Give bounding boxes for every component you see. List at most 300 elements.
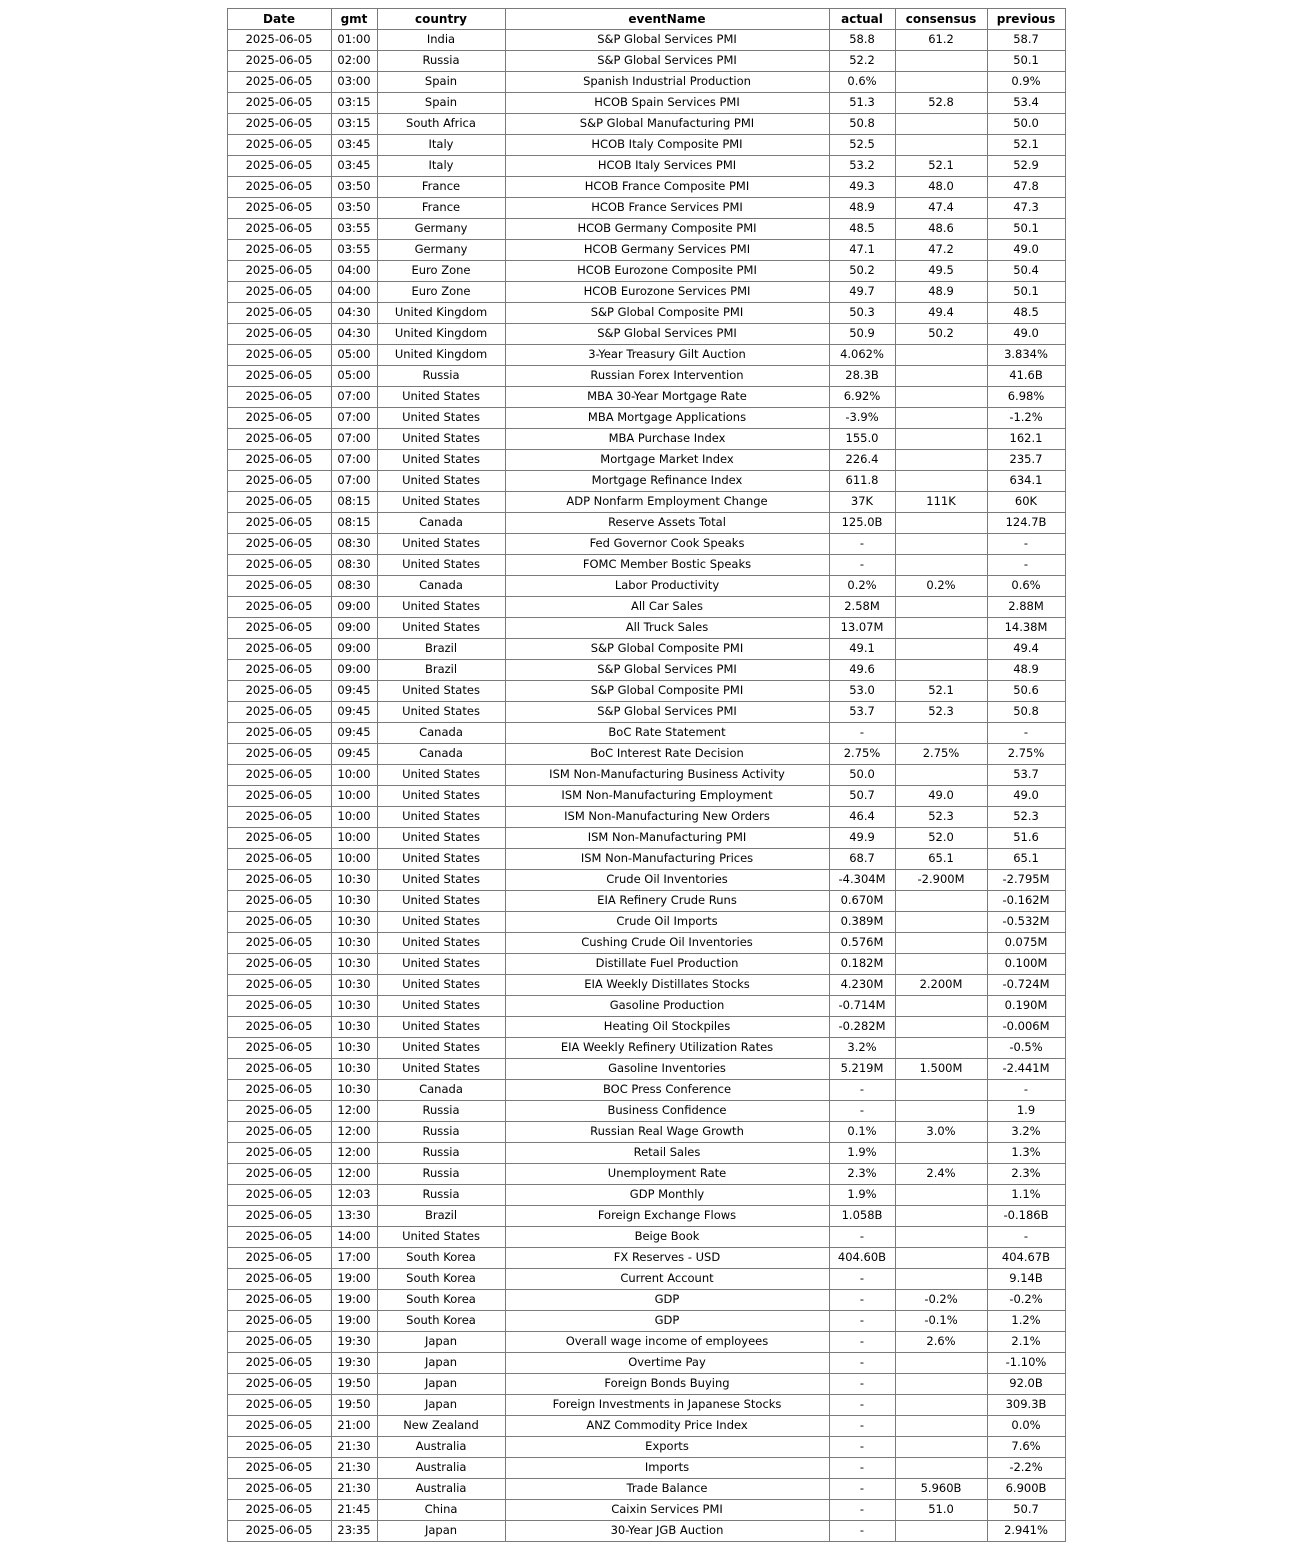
cell-eventname: GDP: [505, 1290, 829, 1311]
cell-previous: -0.2%: [987, 1290, 1065, 1311]
cell-eventname: BOC Press Conference: [505, 1080, 829, 1101]
cell-gmt: 21:30: [331, 1458, 377, 1479]
cell-gmt: 10:00: [331, 786, 377, 807]
cell-previous: -0.5%: [987, 1038, 1065, 1059]
cell-eventname: FOMC Member Bostic Speaks: [505, 555, 829, 576]
cell-date: 2025-06-05: [227, 807, 331, 828]
table-row: [227, 660, 1065, 681]
column-header-actual[interactable]: actual: [829, 9, 895, 30]
cell-previous: 0.9%: [987, 72, 1065, 93]
column-header-previous[interactable]: previous: [987, 9, 1065, 30]
cell-eventname: HCOB France Composite PMI: [505, 177, 829, 198]
cell-date: 2025-06-05: [227, 1416, 331, 1437]
cell-date: 2025-06-05: [227, 1080, 331, 1101]
cell-country: Russia: [377, 1164, 505, 1185]
cell-eventname: S&P Global Services PMI: [505, 702, 829, 723]
cell-gmt: 09:45: [331, 744, 377, 765]
cell-eventname: BoC Rate Statement: [505, 723, 829, 744]
cell-consensus: [895, 408, 987, 429]
cell-previous: 1.1%: [987, 1185, 1065, 1206]
cell-actual: -: [829, 1227, 895, 1248]
cell-gmt: 09:45: [331, 702, 377, 723]
cell-eventname: Russian Forex Intervention: [505, 366, 829, 387]
cell-consensus: [895, 534, 987, 555]
cell-country: Euro Zone: [377, 261, 505, 282]
cell-date: 2025-06-05: [227, 933, 331, 954]
cell-previous: -0.162M: [987, 891, 1065, 912]
cell-date: 2025-06-05: [227, 261, 331, 282]
table-row: [227, 1227, 1065, 1248]
table-row: [227, 828, 1065, 849]
cell-eventname: HCOB Eurozone Services PMI: [505, 282, 829, 303]
cell-gmt: 03:45: [331, 156, 377, 177]
cell-consensus: [895, 1017, 987, 1038]
cell-actual: 0.576M: [829, 933, 895, 954]
cell-date: 2025-06-05: [227, 1143, 331, 1164]
cell-actual: -4.304M: [829, 870, 895, 891]
cell-actual: -: [829, 1395, 895, 1416]
cell-eventname: Cushing Crude Oil Inventories: [505, 933, 829, 954]
cell-actual: 0.182M: [829, 954, 895, 975]
cell-previous: 49.4: [987, 639, 1065, 660]
cell-date: 2025-06-05: [227, 513, 331, 534]
cell-country: Japan: [377, 1374, 505, 1395]
cell-previous: 2.1%: [987, 1332, 1065, 1353]
cell-eventname: ADP Nonfarm Employment Change: [505, 492, 829, 513]
cell-gmt: 10:30: [331, 870, 377, 891]
cell-date: 2025-06-05: [227, 324, 331, 345]
cell-date: 2025-06-05: [227, 93, 331, 114]
cell-gmt: 10:00: [331, 849, 377, 870]
cell-consensus: [895, 765, 987, 786]
cell-eventname: S&P Global Composite PMI: [505, 681, 829, 702]
cell-eventname: ISM Non-Manufacturing Employment: [505, 786, 829, 807]
cell-consensus: 52.1: [895, 156, 987, 177]
cell-date: 2025-06-05: [227, 408, 331, 429]
cell-gmt: 03:55: [331, 240, 377, 261]
cell-country: United Kingdom: [377, 324, 505, 345]
cell-actual: 0.1%: [829, 1122, 895, 1143]
cell-previous: 52.1: [987, 135, 1065, 156]
cell-country: United States: [377, 954, 505, 975]
cell-country: United States: [377, 597, 505, 618]
table-row: [227, 891, 1065, 912]
cell-actual: 2.3%: [829, 1164, 895, 1185]
cell-country: France: [377, 198, 505, 219]
cell-country: United States: [377, 1227, 505, 1248]
table-row: [227, 198, 1065, 219]
cell-country: Canada: [377, 1080, 505, 1101]
cell-previous: 162.1: [987, 429, 1065, 450]
cell-country: Australia: [377, 1437, 505, 1458]
cell-previous: 309.3B: [987, 1395, 1065, 1416]
cell-country: United States: [377, 387, 505, 408]
table-row: [227, 1353, 1065, 1374]
cell-previous: -2.441M: [987, 1059, 1065, 1080]
cell-date: 2025-06-05: [227, 303, 331, 324]
cell-country: United States: [377, 681, 505, 702]
cell-date: 2025-06-05: [227, 51, 331, 72]
cell-previous: 50.6: [987, 681, 1065, 702]
cell-previous: 124.7B: [987, 513, 1065, 534]
cell-eventname: Distillate Fuel Production: [505, 954, 829, 975]
cell-previous: 53.7: [987, 765, 1065, 786]
cell-date: 2025-06-05: [227, 30, 331, 51]
cell-previous: 65.1: [987, 849, 1065, 870]
cell-consensus: [895, 555, 987, 576]
cell-date: 2025-06-05: [227, 492, 331, 513]
table-row: [227, 366, 1065, 387]
cell-date: 2025-06-05: [227, 765, 331, 786]
cell-date: 2025-06-05: [227, 240, 331, 261]
cell-eventname: Russian Real Wage Growth: [505, 1122, 829, 1143]
table-row: [227, 282, 1065, 303]
cell-consensus: 52.1: [895, 681, 987, 702]
cell-actual: 53.7: [829, 702, 895, 723]
cell-date: 2025-06-05: [227, 1479, 331, 1500]
cell-actual: -: [829, 1458, 895, 1479]
cell-date: 2025-06-05: [227, 387, 331, 408]
cell-previous: 50.1: [987, 282, 1065, 303]
table-row: [227, 1479, 1065, 1500]
cell-consensus: 48.6: [895, 219, 987, 240]
cell-eventname: HCOB Eurozone Composite PMI: [505, 261, 829, 282]
table-row: [227, 723, 1065, 744]
cell-previous: -: [987, 534, 1065, 555]
cell-country: Russia: [377, 1101, 505, 1122]
cell-consensus: -0.2%: [895, 1290, 987, 1311]
cell-date: 2025-06-05: [227, 1290, 331, 1311]
cell-actual: 53.0: [829, 681, 895, 702]
cell-gmt: 10:00: [331, 828, 377, 849]
cell-eventname: S&P Global Services PMI: [505, 51, 829, 72]
cell-gmt: 03:45: [331, 135, 377, 156]
cell-eventname: Current Account: [505, 1269, 829, 1290]
cell-previous: 0.0%: [987, 1416, 1065, 1437]
table-row: [227, 681, 1065, 702]
cell-actual: -: [829, 1479, 895, 1500]
cell-actual: -: [829, 555, 895, 576]
table-row: [227, 933, 1065, 954]
cell-date: 2025-06-05: [227, 1017, 331, 1038]
cell-eventname: Heating Oil Stockpiles: [505, 1017, 829, 1038]
cell-eventname: ISM Non-Manufacturing New Orders: [505, 807, 829, 828]
table-row: [227, 744, 1065, 765]
cell-actual: 404.60B: [829, 1248, 895, 1269]
cell-country: Canada: [377, 723, 505, 744]
cell-gmt: 10:30: [331, 1080, 377, 1101]
cell-actual: -: [829, 1290, 895, 1311]
table-row: [227, 471, 1065, 492]
cell-actual: 49.3: [829, 177, 895, 198]
cell-gmt: 09:00: [331, 639, 377, 660]
cell-eventname: HCOB France Services PMI: [505, 198, 829, 219]
cell-consensus: [895, 1458, 987, 1479]
cell-consensus: 111K: [895, 492, 987, 513]
cell-actual: 28.3B: [829, 366, 895, 387]
cell-actual: 50.7: [829, 786, 895, 807]
cell-consensus: 49.5: [895, 261, 987, 282]
table-row: [227, 72, 1065, 93]
cell-previous: 1.9: [987, 1101, 1065, 1122]
cell-actual: 50.3: [829, 303, 895, 324]
cell-country: United Kingdom: [377, 345, 505, 366]
table-row: [227, 702, 1065, 723]
cell-country: Australia: [377, 1458, 505, 1479]
cell-previous: 7.6%: [987, 1437, 1065, 1458]
cell-consensus: 0.2%: [895, 576, 987, 597]
cell-consensus: 47.4: [895, 198, 987, 219]
cell-eventname: 30-Year JGB Auction: [505, 1521, 829, 1542]
cell-actual: -: [829, 1080, 895, 1101]
table-row: [227, 1059, 1065, 1080]
cell-gmt: 04:30: [331, 324, 377, 345]
cell-actual: -: [829, 1374, 895, 1395]
cell-date: 2025-06-05: [227, 198, 331, 219]
cell-country: United Kingdom: [377, 303, 505, 324]
cell-country: Canada: [377, 576, 505, 597]
cell-country: Russia: [377, 1185, 505, 1206]
cell-previous: -0.186B: [987, 1206, 1065, 1227]
cell-date: 2025-06-05: [227, 471, 331, 492]
cell-consensus: [895, 51, 987, 72]
cell-consensus: [895, 513, 987, 534]
table-row: [227, 555, 1065, 576]
table-header-row: [227, 9, 1065, 30]
cell-previous: -: [987, 723, 1065, 744]
cell-gmt: 12:00: [331, 1101, 377, 1122]
cell-previous: 6.98%: [987, 387, 1065, 408]
cell-actual: 48.9: [829, 198, 895, 219]
cell-previous: 49.0: [987, 786, 1065, 807]
cell-gmt: 04:30: [331, 303, 377, 324]
cell-previous: 41.6B: [987, 366, 1065, 387]
cell-previous: 49.0: [987, 324, 1065, 345]
cell-gmt: 09:00: [331, 660, 377, 681]
cell-date: 2025-06-05: [227, 849, 331, 870]
cell-gmt: 10:00: [331, 807, 377, 828]
cell-date: 2025-06-05: [227, 1332, 331, 1353]
table-row: [227, 765, 1065, 786]
cell-consensus: [895, 345, 987, 366]
cell-previous: 50.0: [987, 114, 1065, 135]
cell-country: South Korea: [377, 1290, 505, 1311]
cell-country: United States: [377, 870, 505, 891]
cell-actual: 52.2: [829, 51, 895, 72]
cell-previous: 2.941%: [987, 1521, 1065, 1542]
cell-consensus: [895, 1185, 987, 1206]
cell-previous: 50.7: [987, 1500, 1065, 1521]
cell-previous: -2.795M: [987, 870, 1065, 891]
cell-country: Brazil: [377, 1206, 505, 1227]
cell-country: Euro Zone: [377, 282, 505, 303]
cell-gmt: 08:30: [331, 576, 377, 597]
cell-gmt: 07:00: [331, 408, 377, 429]
cell-previous: -: [987, 555, 1065, 576]
cell-country: Spain: [377, 72, 505, 93]
cell-date: 2025-06-05: [227, 1521, 331, 1542]
column-header-country[interactable]: country: [377, 9, 505, 30]
cell-actual: 50.9: [829, 324, 895, 345]
cell-consensus: [895, 1269, 987, 1290]
cell-eventname: Retail Sales: [505, 1143, 829, 1164]
cell-date: 2025-06-05: [227, 681, 331, 702]
cell-actual: 50.0: [829, 765, 895, 786]
cell-previous: 1.3%: [987, 1143, 1065, 1164]
cell-actual: 0.670M: [829, 891, 895, 912]
cell-previous: -0.006M: [987, 1017, 1065, 1038]
cell-date: 2025-06-05: [227, 870, 331, 891]
cell-consensus: [895, 1206, 987, 1227]
cell-previous: 50.1: [987, 51, 1065, 72]
cell-country: Italy: [377, 135, 505, 156]
cell-consensus: 3.0%: [895, 1122, 987, 1143]
cell-actual: 49.9: [829, 828, 895, 849]
cell-consensus: [895, 954, 987, 975]
cell-previous: -: [987, 1227, 1065, 1248]
table-row: [227, 114, 1065, 135]
column-header-consensus[interactable]: consensus: [895, 9, 987, 30]
cell-date: 2025-06-05: [227, 597, 331, 618]
cell-actual: 226.4: [829, 450, 895, 471]
cell-eventname: MBA Purchase Index: [505, 429, 829, 450]
column-header-gmt[interactable]: gmt: [331, 9, 377, 30]
cell-country: United States: [377, 429, 505, 450]
cell-eventname: MBA 30-Year Mortgage Rate: [505, 387, 829, 408]
cell-eventname: Exports: [505, 1437, 829, 1458]
table-row: [227, 1206, 1065, 1227]
cell-eventname: ANZ Commodity Price Index: [505, 1416, 829, 1437]
cell-actual: 3.2%: [829, 1038, 895, 1059]
cell-gmt: 19:50: [331, 1395, 377, 1416]
cell-eventname: GDP: [505, 1311, 829, 1332]
cell-consensus: 2.4%: [895, 1164, 987, 1185]
cell-date: 2025-06-05: [227, 366, 331, 387]
cell-consensus: 52.8: [895, 93, 987, 114]
cell-country: United States: [377, 1017, 505, 1038]
cell-consensus: 48.9: [895, 282, 987, 303]
cell-gmt: 10:30: [331, 1038, 377, 1059]
cell-gmt: 12:00: [331, 1122, 377, 1143]
cell-country: South Korea: [377, 1269, 505, 1290]
cell-eventname: Gasoline Production: [505, 996, 829, 1017]
table-row: [227, 387, 1065, 408]
cell-eventname: FX Reserves - USD: [505, 1248, 829, 1269]
cell-actual: 1.058B: [829, 1206, 895, 1227]
cell-country: United States: [377, 408, 505, 429]
cell-gmt: 13:30: [331, 1206, 377, 1227]
cell-previous: 634.1: [987, 471, 1065, 492]
cell-previous: -1.2%: [987, 408, 1065, 429]
cell-date: 2025-06-05: [227, 639, 331, 660]
cell-country: Italy: [377, 156, 505, 177]
cell-previous: 58.7: [987, 30, 1065, 51]
cell-consensus: [895, 135, 987, 156]
cell-actual: -: [829, 1437, 895, 1458]
cell-gmt: 21:45: [331, 1500, 377, 1521]
cell-eventname: S&P Global Services PMI: [505, 324, 829, 345]
cell-country: South Korea: [377, 1248, 505, 1269]
cell-consensus: [895, 933, 987, 954]
cell-date: 2025-06-05: [227, 744, 331, 765]
table-row: [227, 1122, 1065, 1143]
cell-consensus: 2.75%: [895, 744, 987, 765]
cell-eventname: Overall wage income of employees: [505, 1332, 829, 1353]
cell-consensus: 49.0: [895, 786, 987, 807]
cell-actual: 49.1: [829, 639, 895, 660]
table-row: [227, 618, 1065, 639]
cell-eventname: Business Confidence: [505, 1101, 829, 1122]
cell-actual: -3.9%: [829, 408, 895, 429]
cell-actual: -: [829, 1101, 895, 1122]
column-header-date[interactable]: Date: [227, 9, 331, 30]
cell-eventname: EIA Refinery Crude Runs: [505, 891, 829, 912]
cell-consensus: 48.0: [895, 177, 987, 198]
cell-eventname: Mortgage Market Index: [505, 450, 829, 471]
table-row: [227, 1332, 1065, 1353]
cell-eventname: Crude Oil Imports: [505, 912, 829, 933]
cell-gmt: 12:00: [331, 1143, 377, 1164]
cell-gmt: 23:35: [331, 1521, 377, 1542]
cell-actual: 52.5: [829, 135, 895, 156]
cell-gmt: 10:00: [331, 765, 377, 786]
table-row: [227, 534, 1065, 555]
cell-gmt: 12:03: [331, 1185, 377, 1206]
cell-actual: 1.9%: [829, 1185, 895, 1206]
table-row: [227, 1311, 1065, 1332]
cell-consensus: 2.200M: [895, 975, 987, 996]
cell-eventname: S&P Global Composite PMI: [505, 639, 829, 660]
cell-date: 2025-06-05: [227, 429, 331, 450]
table-row: [227, 513, 1065, 534]
cell-gmt: 07:00: [331, 429, 377, 450]
cell-consensus: -2.900M: [895, 870, 987, 891]
cell-consensus: [895, 723, 987, 744]
cell-eventname: HCOB Germany Composite PMI: [505, 219, 829, 240]
cell-country: Japan: [377, 1395, 505, 1416]
cell-country: Germany: [377, 240, 505, 261]
cell-country: Germany: [377, 219, 505, 240]
table-header: [227, 9, 1065, 30]
cell-country: Japan: [377, 1332, 505, 1353]
cell-eventname: ISM Non-Manufacturing PMI: [505, 828, 829, 849]
cell-country: United States: [377, 1059, 505, 1080]
cell-previous: 2.75%: [987, 744, 1065, 765]
cell-gmt: 19:30: [331, 1332, 377, 1353]
cell-actual: 47.1: [829, 240, 895, 261]
cell-actual: -: [829, 534, 895, 555]
cell-date: 2025-06-05: [227, 1101, 331, 1122]
table-row: [227, 261, 1065, 282]
cell-gmt: 03:55: [331, 219, 377, 240]
cell-consensus: 52.3: [895, 702, 987, 723]
cell-consensus: [895, 1143, 987, 1164]
cell-eventname: MBA Mortgage Applications: [505, 408, 829, 429]
cell-date: 2025-06-05: [227, 450, 331, 471]
column-header-eventname[interactable]: eventName: [505, 9, 829, 30]
cell-consensus: [895, 114, 987, 135]
table-row: [227, 1521, 1065, 1542]
cell-country: United States: [377, 618, 505, 639]
table-row: [227, 1038, 1065, 1059]
cell-gmt: 03:00: [331, 72, 377, 93]
cell-eventname: EIA Weekly Distillates Stocks: [505, 975, 829, 996]
cell-consensus: [895, 471, 987, 492]
cell-consensus: [895, 387, 987, 408]
cell-date: 2025-06-05: [227, 1374, 331, 1395]
cell-country: Canada: [377, 513, 505, 534]
cell-date: 2025-06-05: [227, 912, 331, 933]
